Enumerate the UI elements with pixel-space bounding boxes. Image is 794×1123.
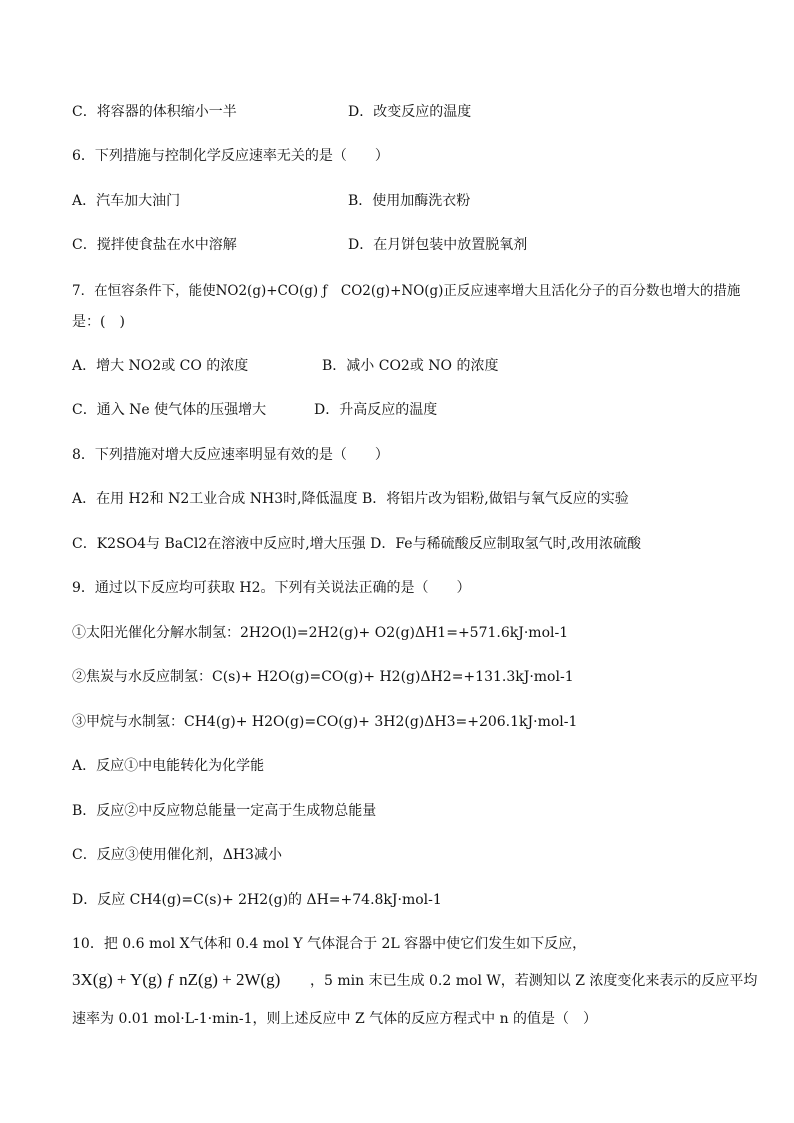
q7-option-c: C．通入 Ne 使气体的压强增大 <box>72 402 267 418</box>
q10-stem-line2: ，5 min 末已生成 0.2 mol W，若测知以 Z 浓度变化来表示的反应平均 <box>310 973 758 989</box>
q10-stem-line3: 速率为 0.01 mol·L-1·min-1，则上述反应中 Z 气体的反应方程式中 n 的值是（ ） <box>72 1011 598 1027</box>
q9-reaction-3: ③甲烷与水制氢：CH4(g)+ H2O(g)=CO(g)+ 3H2(g)ΔH3=+206.1kJ·mol-1 <box>72 714 578 730</box>
q7-stem-line1: 7．在恒容条件下，能使NO2(g)+CO(g) ƒ CO2(g)+NO(g)正反应速率增大且活化分子的百分数也增大的措施 <box>72 283 741 299</box>
q9-option-b: B．反应②中反应物总能量一定高于生成物总能量 <box>72 803 377 819</box>
q7-option-b: B．减小 CO2或 NO 的浓度 <box>322 358 499 374</box>
q5-option-c: C．将容器的体积缩小一半 <box>72 104 237 120</box>
q7-option-d: D．升高反应的温度 <box>314 402 438 418</box>
q9-option-d: D．反应 CH4(g)=C(s)+ 2H2(g)的 ΔH=+74.8kJ·mol-1 <box>72 892 442 908</box>
q10-equation: 3X(g) + Y(g) ƒ nZ(g) + 2W(g) <box>72 970 281 989</box>
q6-option-b: B．使用加酶洗衣粉 <box>348 193 471 209</box>
q8-options-cd: C．K2SO4与 BaCl2在溶液中反应时,增大压强 D．Fe与稀硫酸反应制取氢气时,改用浓硫酸 <box>72 536 642 552</box>
q8-stem: 8．下列措施对增大反应速率明显有效的是（ ） <box>72 447 389 463</box>
q6-option-c: C．搅拌使食盐在水中溶解 <box>72 237 237 253</box>
q7-stem-line2: 是：( ) <box>72 314 125 330</box>
q7-option-a: A．增大 NO2或 CO 的浓度 <box>72 358 249 374</box>
q8-options-ab: A．在用 H2和 N2工业合成 NH3时,降低温度 B．将铝片改为铝粉,做铝与氧气反应的实验 <box>72 491 629 507</box>
q6-option-d: D．在月饼包装中放置脱氧剂 <box>348 237 528 253</box>
q9-option-a: A．反应①中电能转化为化学能 <box>72 758 265 774</box>
q9-stem: 9．通过以下反应均可获取 H2。下列有关说法正确的是（ ） <box>72 580 471 596</box>
q6-stem: 6．下列措施与控制化学反应速率无关的是（ ） <box>72 148 389 164</box>
q9-reaction-1: ①太阳光催化分解水制氢：2H2O(l)=2H2(g)+ O2(g)ΔH1=+571.6kJ·mol-1 <box>72 625 569 641</box>
q5-option-d: D．改变反应的温度 <box>348 104 472 120</box>
q6-option-a: A．汽车加大油门 <box>72 193 181 209</box>
q10-stem-line1: 10．把 0.6 mol X气体和 0.4 mol Y 气体混合于 2L 容器中使它们发生如下反应， <box>72 936 587 952</box>
q9-option-c: C．反应③使用催化剂，ΔH3减小 <box>72 847 282 863</box>
q9-reaction-2: ②焦炭与水反应制氢：C(s)+ H2O(g)=CO(g)+ H2(g)ΔH2=+131.3kJ·mol-1 <box>72 669 574 685</box>
